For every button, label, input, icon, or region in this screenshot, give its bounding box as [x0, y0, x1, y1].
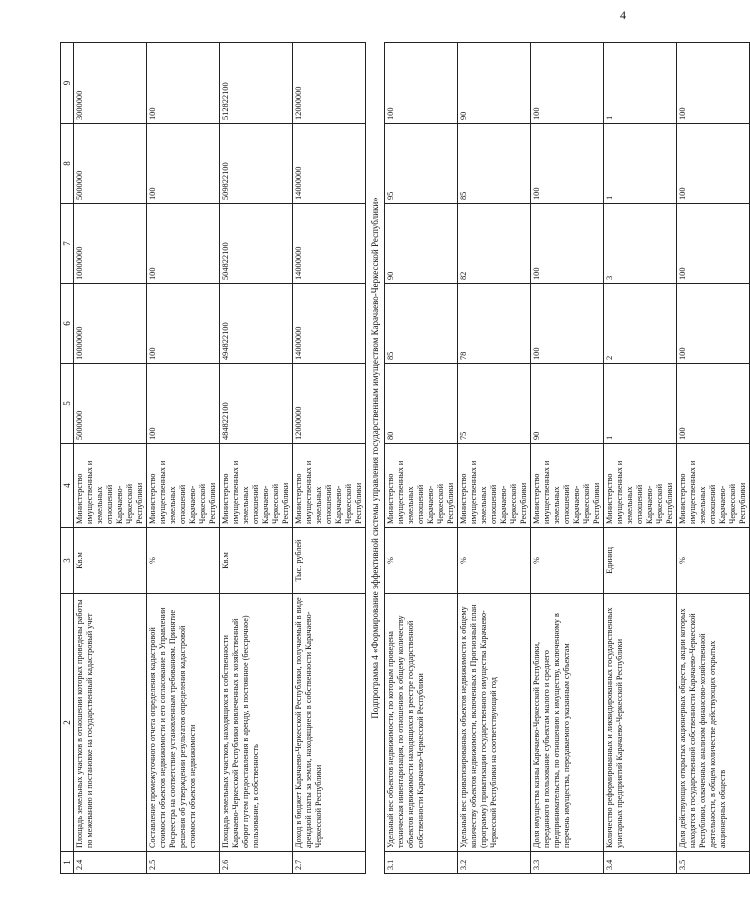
table-cell: 90	[385, 204, 458, 284]
table-cell: 3.3	[531, 852, 604, 874]
table-cell: 12000000	[293, 43, 366, 124]
table-cell: 3.2	[458, 852, 531, 874]
table-cell: 5000000	[74, 124, 147, 204]
table-cell: 2.7	[293, 852, 366, 874]
table-cell: 95	[385, 124, 458, 204]
table-cell: 100	[531, 204, 604, 284]
table-cell: Министерство имущественных и земельных отношений Карачаево-Черкесской Республики	[385, 444, 458, 528]
table-cell: Министерство имущественных и земельных отношений Карачаево-Черкесской Республики	[147, 444, 220, 528]
table-cell: 100	[147, 364, 220, 444]
table-row	[677, 43, 750, 874]
table-cell: Единиц	[604, 528, 677, 594]
table-cell: 3.1	[385, 852, 458, 874]
table-cell: 10000000	[74, 284, 147, 364]
table-cell: Доход в бюджет Карачаево-Черкесской Республики, получаемый в виде арендной платы за земли, находящиеся в собственности Карачаево-Черкесской Республики	[293, 594, 366, 852]
table-cell: %	[677, 528, 750, 594]
column-number-row	[61, 43, 74, 874]
table-cell: 14000000	[293, 124, 366, 204]
column-number: 7	[61, 204, 74, 284]
subprogram-row	[366, 43, 385, 874]
table-cell: Площадь земельных участков в отношении которых проведены работы по межеванию и постановке на государственный кадастровый учет	[74, 594, 147, 852]
table-cell: 2.5	[147, 852, 220, 874]
table-cell: Тыс. рублей	[293, 528, 366, 594]
table-cell: 12000000	[293, 364, 366, 444]
table-cell: 494822100	[220, 284, 293, 364]
table-cell: 85	[458, 124, 531, 204]
table-cell: 85	[385, 284, 458, 364]
table-cell: 100	[531, 284, 604, 364]
table-row	[385, 43, 458, 874]
table-cell: 80	[385, 364, 458, 444]
column-number: 2	[61, 594, 74, 852]
table-cell: 100	[531, 43, 604, 124]
table-cell: Министерство имущественных и земельных отношений Карачаево-Черкесской Республики	[677, 444, 750, 528]
table-cell: Удельный вес приватизированных объектов недвижимости к общему количеству объектов недвижимости, включенных в Прогнозный план (программу) приватизации государственного имущества Карачаево-Черкесской Республики на соответствующий год	[458, 594, 531, 852]
rotated-table-wrapper	[60, 43, 747, 874]
table-cell: 90	[531, 364, 604, 444]
table-cell: 14000000	[293, 284, 366, 364]
table-cell: 100	[147, 43, 220, 124]
table-cell: %	[458, 528, 531, 594]
table-cell: Министерство имущественных и земельных отношений Карачаево-Черкесской Республики	[293, 444, 366, 528]
table-row	[531, 43, 604, 874]
column-number: 1	[61, 852, 74, 874]
table-cell: 100	[677, 284, 750, 364]
table-cell: 3.5	[677, 852, 750, 874]
table-row	[458, 43, 531, 874]
table-cell: 100	[147, 124, 220, 204]
table-row	[220, 43, 293, 874]
table-cell: Составление промежуточного отчета определения кадастровой стоимости объектов недвижимости и его согласование в Управлении Росреестра на соответствие установленным требованиям. Принятие решения об утверждении результатов определения кадастровой стоимости объектов недвижимости	[147, 594, 220, 852]
table-row	[604, 43, 677, 874]
table-cell: 2.4	[74, 852, 147, 874]
table-cell: %	[531, 528, 604, 594]
table-cell: Министерство имущественных и земельных отношений Карачаево-Черкесской Республики	[74, 444, 147, 528]
table-cell: Количество реформированных и ликвидированных государственных унитарных предприятий Карачаево-Черкесской Республики	[604, 594, 677, 852]
table-cell: Доля действующих открытых акционерных обществ, акции которых находятся в государственной собственности Карачаево-Черкесской Республики, охваченных анализом финансово-хозяйственной деятельности, в общем количестве действующих открытых акционерных обществ	[677, 594, 750, 852]
table-cell: 504822100	[220, 204, 293, 284]
table-cell: 100	[677, 124, 750, 204]
table-cell: Удельный вес объектов недвижимости, по которым проведена техническая инвентаризация, по отношению к общему количеству объектов недвижимости находящихся в реестре государственной собственности Карачаево-Черкесской Республики	[385, 594, 458, 852]
column-number: 9	[61, 43, 74, 124]
column-number: 4	[61, 444, 74, 528]
table-cell: %	[147, 528, 220, 594]
column-number: 8	[61, 124, 74, 204]
table-cell: 100	[147, 284, 220, 364]
table-cell: 100	[677, 364, 750, 444]
table-cell: 3.4	[604, 852, 677, 874]
table-cell: 100	[385, 43, 458, 124]
table-row	[74, 43, 147, 874]
table-cell: Министерство имущественных и земельных отношений Карачаево-Черкесской Республики	[220, 444, 293, 528]
table-cell: 5000000	[74, 364, 147, 444]
table-cell: 1	[604, 124, 677, 204]
table-row	[147, 43, 220, 874]
table-cell: Министерство имущественных и земельных отношений Карачаево-Черкесской Республики	[531, 444, 604, 528]
table-cell: Кв.м	[220, 528, 293, 594]
table-cell: 509822100	[220, 124, 293, 204]
table-cell: Министерство имущественных и земельных отношений Карачаево-Черкесской Республики	[604, 444, 677, 528]
table-cell: 484822100	[220, 364, 293, 444]
table-cell: 512822100	[220, 43, 293, 124]
table-cell: 2.6	[220, 852, 293, 874]
table-cell: 82	[458, 204, 531, 284]
table-cell: 100	[147, 204, 220, 284]
table-cell: 14000000	[293, 204, 366, 284]
table-cell: Министерство имущественных и земельных отношений Карачаево-Черкесской Республики	[458, 444, 531, 528]
column-number: 5	[61, 364, 74, 444]
table-cell: 100	[677, 204, 750, 284]
table-cell: 10000000	[74, 204, 147, 284]
indicators-table	[60, 42, 750, 874]
table-cell: 3000000	[74, 43, 147, 124]
table-cell: %	[385, 528, 458, 594]
table-cell: 2	[604, 284, 677, 364]
table-cell: 1	[604, 43, 677, 124]
column-number: 6	[61, 284, 74, 364]
table-cell: 1	[604, 364, 677, 444]
table-cell: 90	[458, 43, 531, 124]
column-number: 3	[61, 528, 74, 594]
table-row	[293, 43, 366, 874]
table-cell: Доля имущества казны Карачаево-Черкесской Республики, переданного в пользование субъектам малого и среднего предпринимательства, по отношению к имуществу, включенному в перечень имущества, передаваемого указанным субъектам	[531, 594, 604, 852]
table-cell: 75	[458, 364, 531, 444]
subprogram-title: Подпрограмма 4 «Формирование эффективной системы управления государственным имуществом Карачаево-Черкесской Республики»	[366, 43, 385, 874]
table-cell: 100	[531, 124, 604, 204]
table-cell: 78	[458, 284, 531, 364]
table-cell: Площадь земельных участков, находящихся в собственности Карачаево-Черкесской Республики вовлеченных в хозяйственный оборот путем предоставления в аренду, в постоянное (бессрочное) пользование, в собственность	[220, 594, 293, 852]
table-cell: Кв.м	[74, 528, 147, 594]
table-cell: 100	[677, 43, 750, 124]
page-number: 4	[620, 8, 626, 22]
table-cell: 3	[604, 204, 677, 284]
